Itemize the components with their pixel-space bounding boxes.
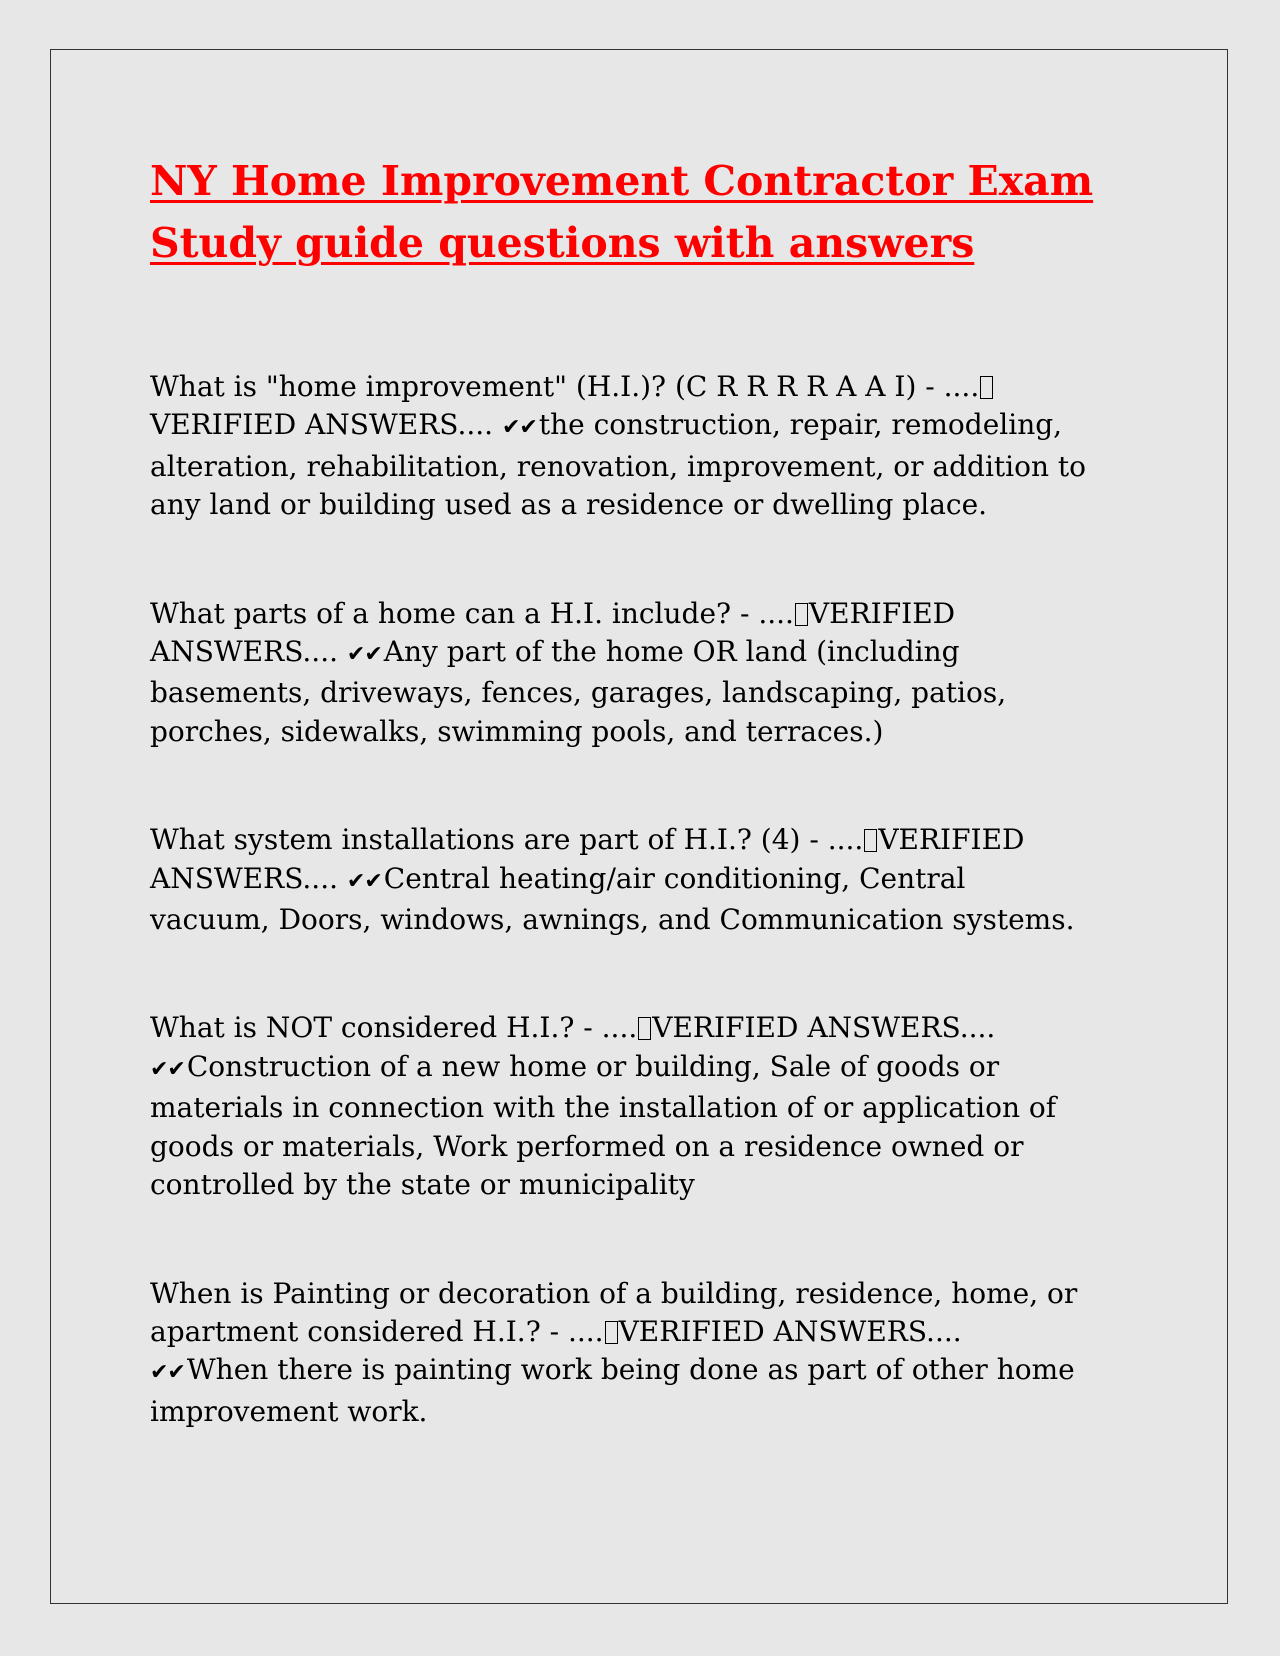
qa-line <box>150 1128 1160 1166</box>
qa-text: Central heating/air conditioning, Central <box>383 861 966 895</box>
qa-line <box>150 1166 1160 1204</box>
qa-item <box>150 1009 1160 1204</box>
qa-line <box>150 1393 1160 1431</box>
missing-glyph-box-icon <box>605 1321 618 1344</box>
qa-text: What is "home improvement" (H.I.)? (C R R R R A A I) - .... <box>150 370 980 403</box>
title-line-1: NY Home Improvement Contractor Exam <box>150 157 1094 205</box>
qa-text: What is NOT considered H.I.? - .... <box>150 1011 638 1045</box>
qa-line <box>150 1048 1160 1089</box>
qa-line <box>150 633 1160 674</box>
qa-text: VERIFIED <box>808 596 956 630</box>
qa-line <box>150 821 1160 859</box>
qa-text: apartment considered H.I.? - .... <box>150 1314 604 1348</box>
title-line-2: Study guide questions with answers <box>150 219 975 267</box>
qa-line <box>150 860 1160 901</box>
qa-line <box>150 1089 1160 1127</box>
missing-glyph-box-icon <box>980 376 993 399</box>
qa-list <box>150 368 1160 1431</box>
qa-text: basements, driveways, fences, garages, landscaping, patios, <box>150 676 1007 710</box>
qa-line <box>150 448 1160 486</box>
qa-text: vacuum, Doors, windows, awnings, and Communication systems. <box>150 903 1075 937</box>
qa-line <box>150 1009 1160 1047</box>
qa-text: ANSWERS.... <box>150 861 347 895</box>
qa-text: any land or building used as a residence or dwelling place. <box>150 488 988 522</box>
qa-line <box>150 486 1160 524</box>
qa-line <box>150 368 1160 406</box>
qa-text: porches, sidewalks, swimming pools, and terraces.) <box>150 714 884 748</box>
qa-text: What system installations are part of H.I.? (4) - .... <box>150 823 864 857</box>
qa-text: Construction of a new home or building, Sale of goods or <box>186 1049 1000 1083</box>
qa-text: Any part of the home OR land (including <box>383 635 960 669</box>
double-check-icon: ✔✔ <box>150 1360 185 1386</box>
qa-text: alteration, rehabilitation, renovation, improvement, or addition to <box>150 449 1087 483</box>
qa-item <box>150 595 1160 752</box>
qa-text: controlled by the state or municipality <box>150 1168 695 1202</box>
qa-line <box>150 595 1160 633</box>
qa-text: VERIFIED ANSWERS.... <box>150 408 502 442</box>
double-check-icon: ✔✔ <box>150 1056 185 1082</box>
double-check-icon: ✔✔ <box>501 415 537 441</box>
qa-line <box>150 1351 1160 1392</box>
qa-line <box>150 1313 1160 1351</box>
document-body <box>150 150 1160 1501</box>
qa-text: What parts of a home can a H.I. include? - .... <box>150 596 794 630</box>
double-check-icon: ✔✔ <box>346 868 382 894</box>
qa-line <box>150 1275 1160 1313</box>
qa-item <box>150 368 1160 525</box>
qa-text: VERIFIED ANSWERS.... <box>652 1011 996 1045</box>
qa-text: When there is painting work being done as part of other home <box>186 1353 1075 1387</box>
qa-text: the construction, repair, remodeling, <box>538 408 1063 442</box>
qa-text: improvement work. <box>150 1394 428 1428</box>
missing-glyph-box-icon <box>638 1017 651 1040</box>
qa-text: When is Painting or decoration of a building, residence, home, or <box>150 1276 1078 1310</box>
qa-text: materials in connection with the installation of or application of <box>150 1091 1057 1125</box>
qa-line <box>150 713 1160 751</box>
qa-text: goods or materials, Work performed on a residence owned or <box>150 1129 1024 1163</box>
qa-item <box>150 821 1160 939</box>
qa-item <box>150 1275 1160 1432</box>
missing-glyph-box-icon <box>864 829 877 852</box>
double-check-icon: ✔✔ <box>346 642 382 668</box>
document-title <box>150 150 1160 274</box>
qa-line <box>150 674 1160 712</box>
qa-text: ANSWERS.... <box>150 635 347 669</box>
missing-glyph-box-icon <box>795 603 808 626</box>
qa-text: VERIFIED <box>878 823 1025 857</box>
qa-line <box>150 901 1160 939</box>
qa-text: VERIFIED ANSWERS.... <box>618 1314 962 1348</box>
qa-line <box>150 406 1160 447</box>
